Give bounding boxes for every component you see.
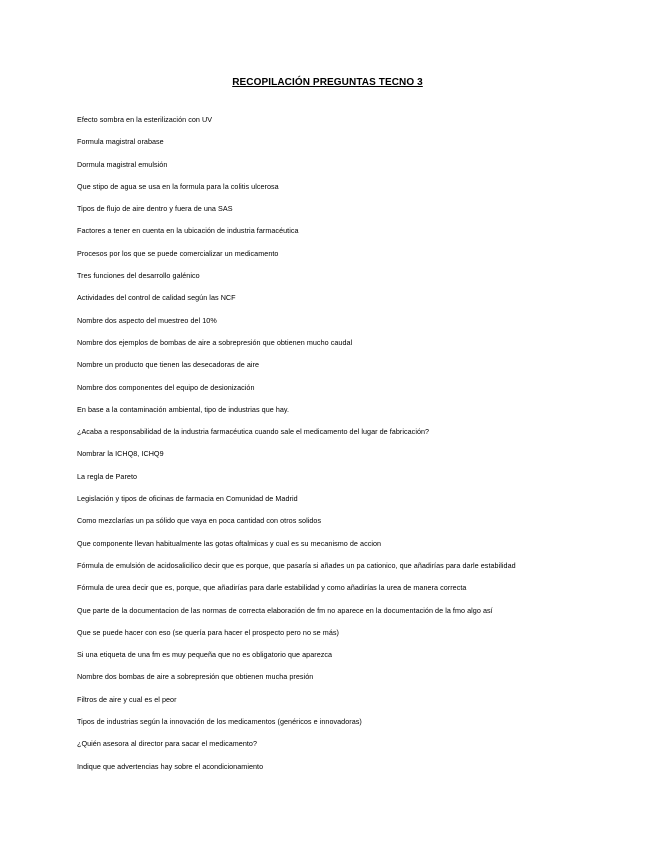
question-item: Nombre dos aspecto del muestreo del 10%	[77, 315, 217, 325]
question-item: Que stipo de agua se usa en la formula para la colitis ulcerosa	[77, 181, 279, 191]
question-item: Efecto sombra en la esterilización con UV	[77, 115, 213, 124]
document-title: RECOPILACIÓN PREGUNTAS TECNO 3	[232, 77, 423, 88]
question-item: Nombre un producto que tienen las desecadoras de aire	[77, 360, 260, 370]
question-item: Dormula magistral emulsión	[77, 159, 168, 169]
question-item: Legislación y tipos de oficinas de farmacia en Comunidad de Madrid	[77, 494, 298, 504]
question-item: Nombre dos ejemplos de bombas de aire a sobrepresión que obtienen mucho caudal	[77, 337, 353, 347]
question-item: Como mezclarías un pa sólido que vaya en poca cantidad con otros solidos	[77, 516, 322, 526]
question-item: Factores a tener en cuenta en la ubicación de industria farmacéutica	[77, 226, 299, 236]
question-item: Que componente llevan habitualmente las gotas oftalmicas y cual es su mecanismo de accion	[77, 538, 382, 548]
question-item: Tipos de industrias según la innovación de los medicamentos (genéricos e innovadoras)	[77, 717, 362, 727]
question-item: En base a la contaminación ambiental, tipo de industrias que hay.	[77, 404, 290, 414]
question-list	[77, 115, 597, 784]
question-item: Si una etiqueta de una fm es muy pequeña que no es obligatorio que aparezca	[77, 650, 333, 660]
question-item: Indique que advertencias hay sobre el acondicionamiento	[77, 761, 264, 771]
question-item: La regla de Pareto	[77, 471, 138, 481]
question-item: Procesos por los que se puede comercializar un medicamento	[77, 248, 279, 258]
question-item: Fórmula de emulsión de acidosalicilico decir que es porque, que pasaría si añades un pa cationico, que añadirías para darle estabilidad	[77, 560, 516, 570]
question-item: Formula magistral orabase	[77, 137, 164, 147]
question-item: Fórmula de urea decir que es, porque, que añadirías para darle estabilidad y como añadirías la urea de manera correcta	[77, 583, 467, 593]
question-item: Filtros de aire y cual es el peor	[77, 694, 177, 704]
question-item: Que parte de la documentacion de las normas de correcta elaboración de fm no aparece en la documentación de la fmo algo así	[77, 605, 493, 615]
question-item: Nombrar la ICHQ8, ICHQ9	[77, 449, 164, 459]
question-item: Tipos de flujo de aire dentro y fuera de una SAS	[77, 204, 233, 214]
question-item: Tres funciones del desarrollo galénico	[77, 271, 200, 281]
question-item: ¿Quién asesora al director para sacar el medicamento?	[77, 739, 258, 749]
question-item: Nombre dos componentes del equipo de desionización	[77, 382, 255, 392]
question-item: Que se puede hacer con eso (se quería para hacer el prospecto pero no se más)	[77, 627, 339, 637]
question-item: ¿Acaba a responsabilidad de la industria farmacéutica cuando sale el medicamento del lugar de fabricación?	[77, 427, 430, 437]
question-item: Actividades del control de calidad según las NCF	[77, 293, 236, 303]
question-item: Nombre dos bombas de aire a sobrepresión que obtienen mucha presión	[77, 672, 314, 682]
